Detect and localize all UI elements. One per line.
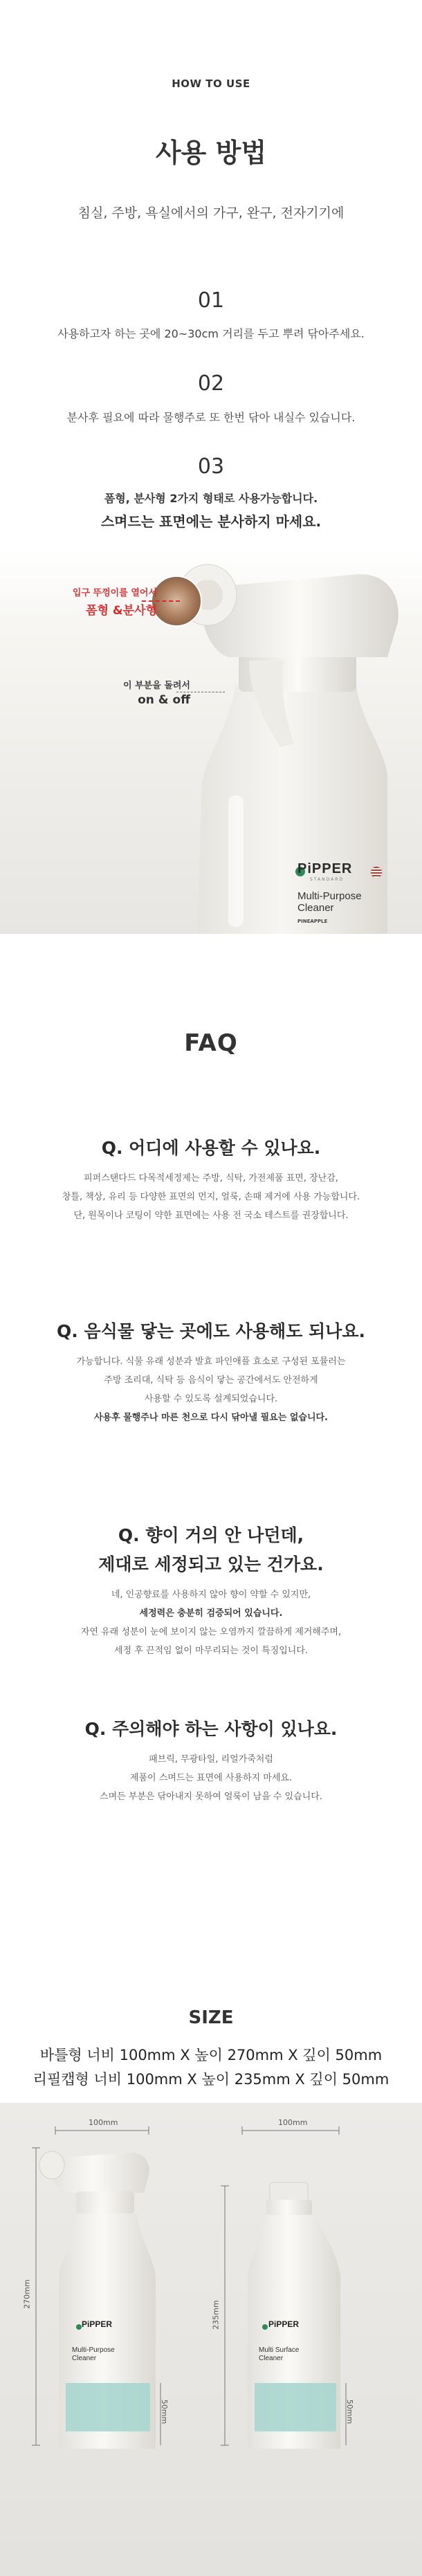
faq-a3 [0,1585,422,1660]
size-title: SIZE [188,2007,234,2028]
size-line-refill: 리필캡형 너비 100mm X 높이 235mm X 깊이 50mm [33,2071,389,2088]
callout-switch-line2: on & off [138,693,190,707]
step-2-number: 02 [197,371,225,396]
faq-a3-line1: 네, 인공향료를 사용하지 않아 향이 약할 수 있지만, [111,1590,311,1600]
faq-a3-line2: 세정력은 충분히 검증되어 있습니다. [139,1608,283,1619]
faq-q2: Q. 음식물 닿는 곳에도 사용해도 되나요. [56,1321,366,1341]
size-bottle-name2: Cleaner [72,2355,97,2362]
refill-height-label: 235mm [211,2300,221,2330]
size-refill-name2: Cleaner [259,2355,284,2362]
callout-nozzle-line2: 폼형 &분사형 [86,604,157,618]
faq-a4-line1: 패브릭, 무광타일, 리얼가죽처럼 [149,1754,273,1765]
refill-width-label: 100mm [278,2118,308,2127]
faq-a2-line4: 사용후 물행주나 마른 천으로 다시 닦아낼 필요는 없습니다. [93,1413,328,1423]
product-photo-spray [0,546,422,934]
faq-a1-line1: 피퍼스탠다드 다목적세정제는 주방, 식탁, 가전제품 표면, 장난감, [84,1173,338,1184]
bottle-depth-label: 50mm [160,2399,169,2425]
step-3-text: 폼형, 분사형 2가지 형태로 사용가능합니다. [104,492,318,505]
size-bottle-name1: Multi-Purpose [72,2346,115,2354]
size-refill-brand: PiPPER [268,2319,300,2329]
faq-a1-line3: 단, 원목이나 코팅이 약한 표면에는 사용 전 국소 테스트를 권장합니다. [73,1211,349,1221]
step-1-text: 사용하고자 하는 곳에 20~30cm 거리를 두고 뿌려 닦아주세요. [57,327,365,340]
size-bottle-brand: PiPPER [82,2319,113,2329]
product-brand: PiPPER [297,861,353,876]
faq-q4: Q. 주의해야 하는 사항이 있나요. [84,1719,338,1739]
faq-a3-line4: 세정 후 끈적임 없이 마무리되는 것이 특징입니다. [113,1646,309,1656]
step-1-number: 01 [197,288,225,313]
faq-a2-line3: 사용할 수 있도록 설계되었습니다. [144,1394,278,1404]
faq-q3-line1: Q. 향이 거의 안 나던데, [118,1525,304,1545]
faq-a3-line3: 자연 유래 성분이 눈에 보이지 않는 오염까지 깔끔하게 제거해주며, [80,1627,342,1637]
product-name-line2: Cleaner [297,902,334,914]
faq-a2 [0,1352,422,1427]
step-3-number: 03 [197,454,225,479]
faq-a2-line1: 가능합니다. 식물 유래 성분과 발효 파인애플 효소로 구성된 포뮬러는 [76,1356,346,1367]
faq-a4 [0,1750,422,1806]
step-2-text: 분사후 필요에 따라 물행주로 또 한번 닦아 내실수 있습니다. [66,411,356,424]
callout-nozzle-line1: 입구 뚜껑이를 열어서 [72,588,157,598]
product-name-line3: PINEAPPLE [297,919,328,924]
callout-switch-line1: 이 부분을 돌려서 [123,681,190,691]
how-to-use-subtitle: 침실, 주방, 욕실에서의 가구, 완구, 전자기기에 [77,205,345,221]
product-brand-sub: STANDARD [310,877,345,882]
faq-a2-line2: 주방 조리대, 식탁 등 음식이 닿는 공간에서도 안전하게 [104,1375,318,1386]
bottle-width-label: 100mm [89,2118,118,2127]
faq-q1: Q. 어디에 사용할 수 있나요. [101,1138,321,1158]
step-3-warning: 스며드는 표면에는 분사하지 마세요. [100,513,322,530]
faq-a4-line3: 스며든 부분은 닦아내지 못하여 얼룩이 남을 수 있습니다. [100,1792,322,1802]
size-photo [0,2103,422,2576]
how-to-use-eyebrow: HOW TO USE [172,77,250,90]
faq-a4-line2: 제품이 스며드는 표면에 사용하지 마세요. [129,1773,293,1783]
how-to-use-title: 사용 방법 [155,138,267,168]
faq-title: FAQ [184,1029,238,1057]
size-refill-name1: Multi Surface [259,2346,300,2354]
us-flag-icon [370,866,383,878]
faq-a1-line2: 창틀, 책상, 유리 등 다양한 표면의 먼지, 얼룩, 손때 제거에 사용 가능합니다. [62,1192,360,1202]
size-line-bottle: 바틀형 너비 100mm X 높이 270mm X 깊이 50mm [39,2047,383,2063]
size-bottles-illustration [0,2103,422,2576]
refill-depth-label: 50mm [345,2399,355,2425]
faq-q3-line2: 제대로 세정되고 있는 건가요. [98,1554,324,1574]
product-name-line1: Multi-Purpose [297,890,362,902]
bottle-height-label: 270mm [22,2279,32,2309]
faq-a1 [0,1169,422,1225]
